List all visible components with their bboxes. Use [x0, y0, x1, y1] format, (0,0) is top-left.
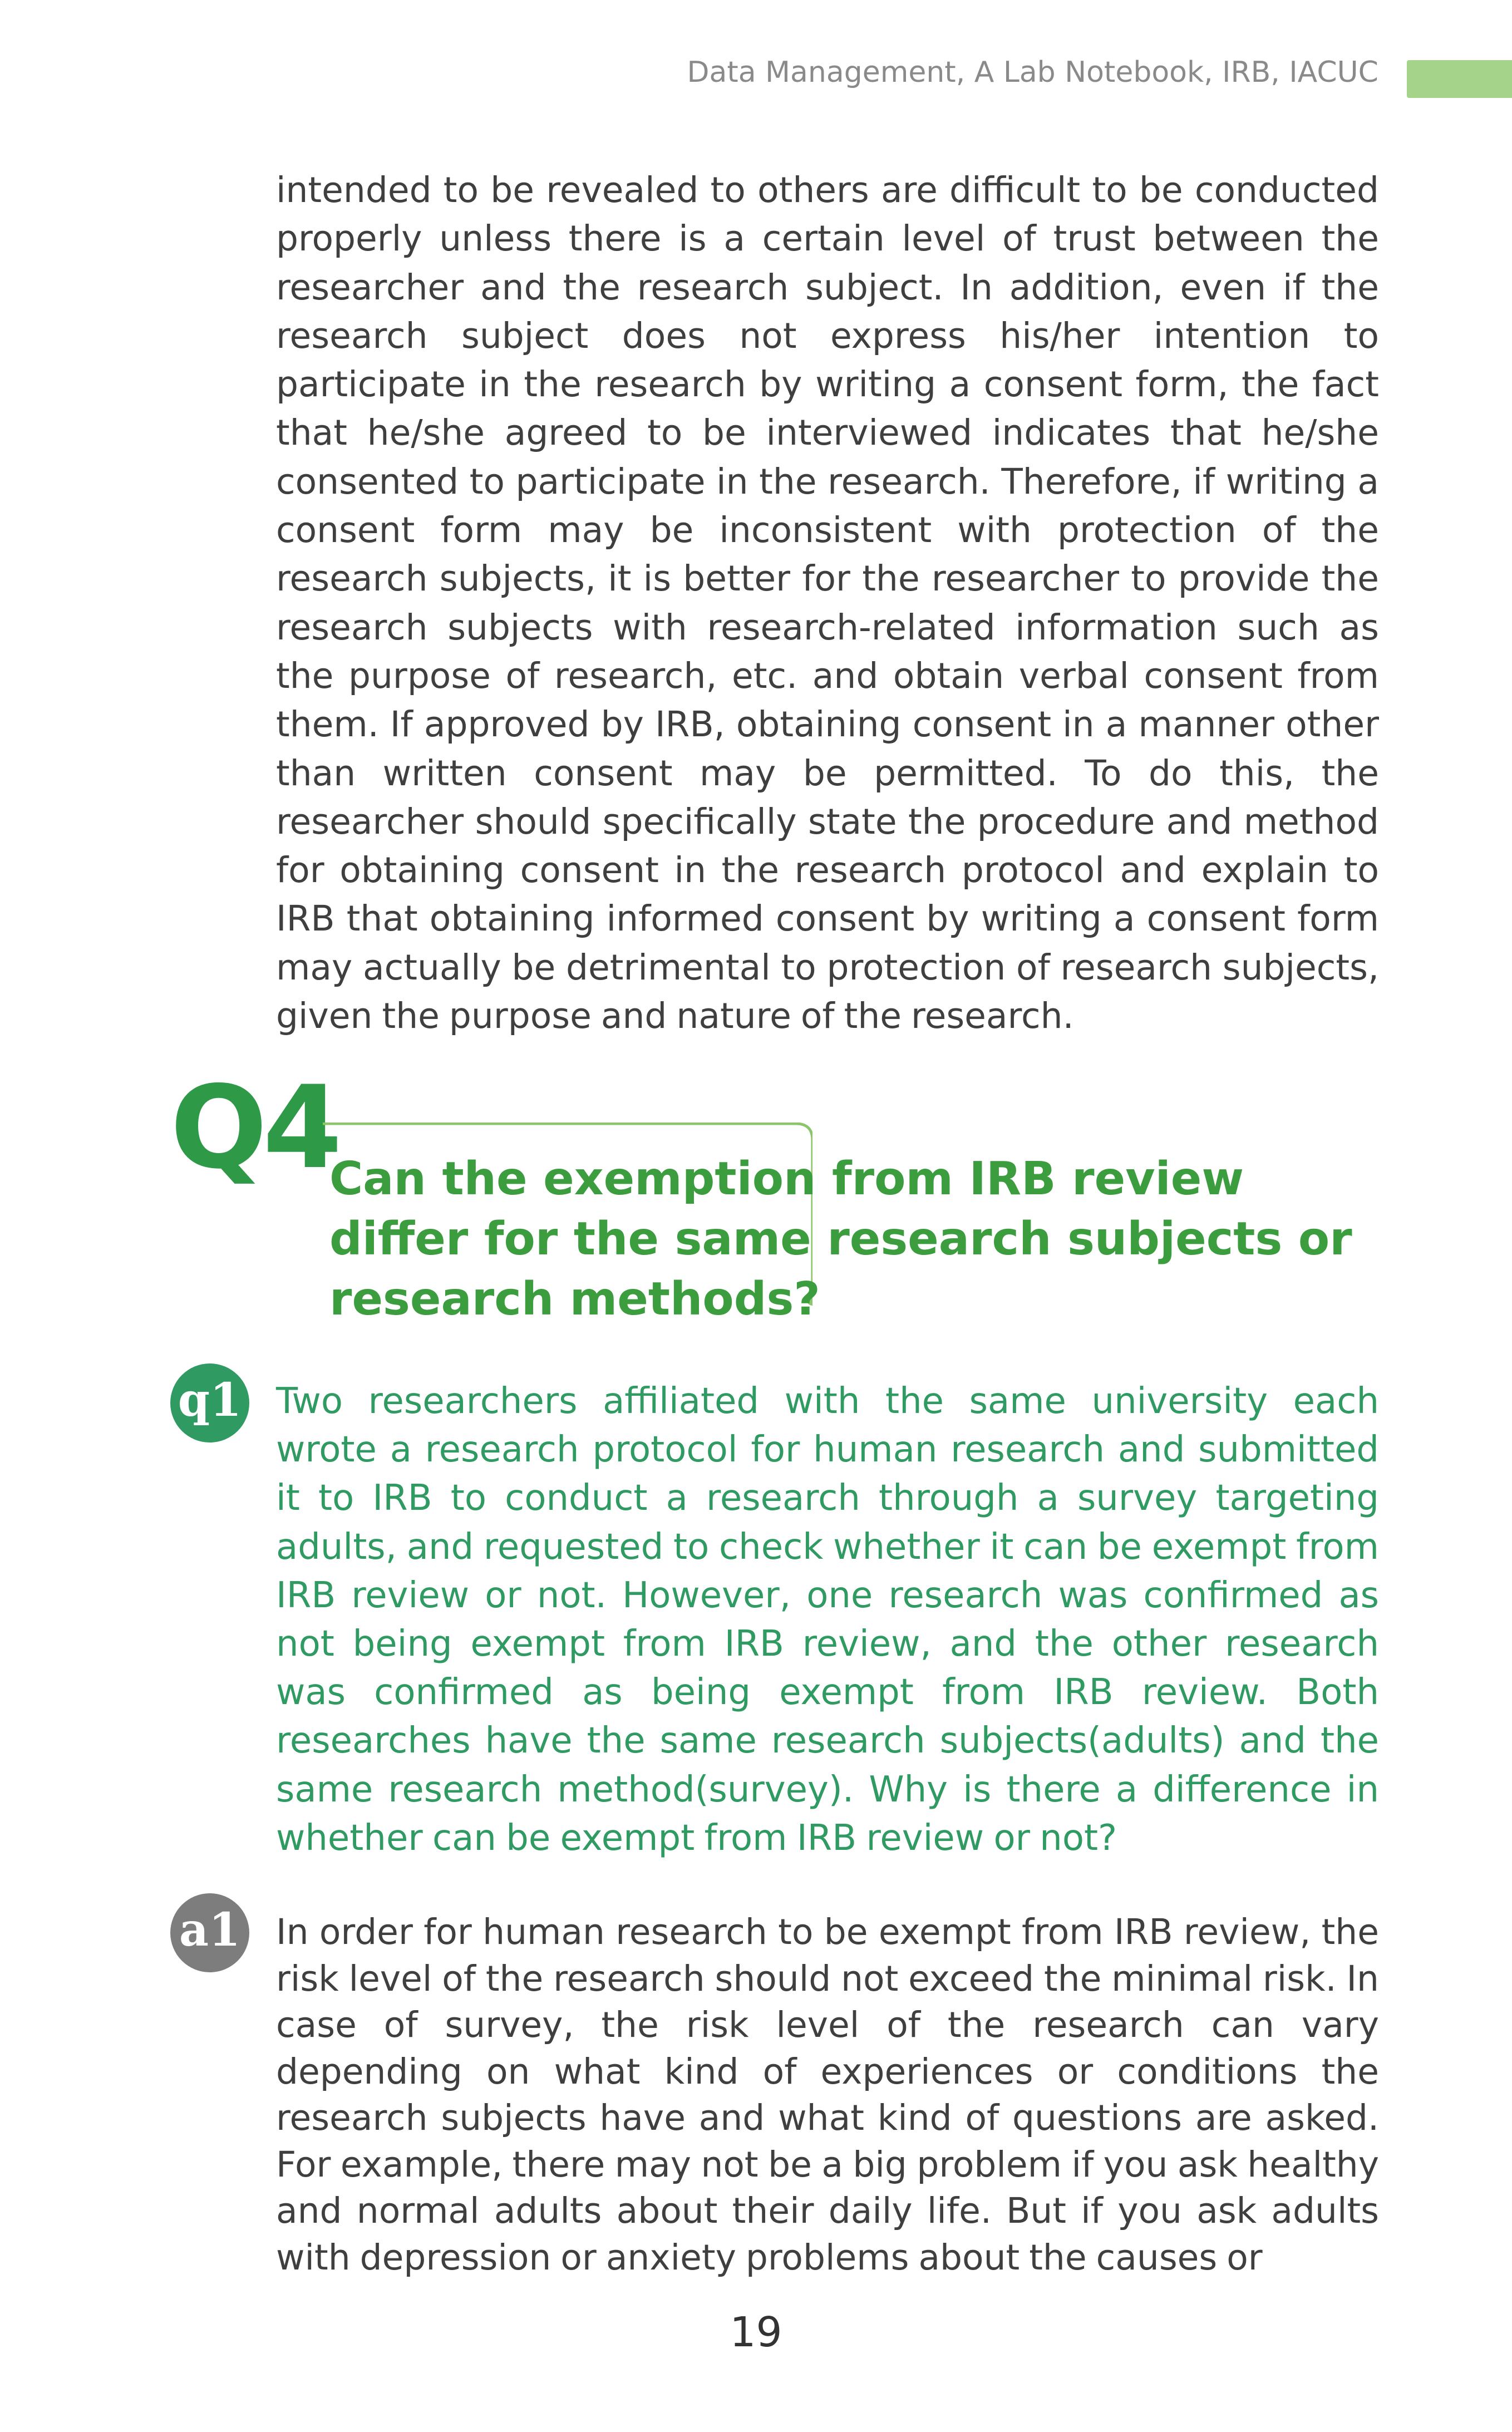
question-number: Q4: [170, 1062, 338, 1194]
a1-badge-icon: a1: [170, 1893, 249, 1972]
page-number: 19: [730, 2308, 782, 2356]
q1-badge-icon: q1: [170, 1363, 249, 1443]
intro-paragraph: intended to be revealed to others are difficult to be conducted properly unless there is a certain level of trust between the researcher and the research subject. In addition, even if the research subject does not express his/her intention to participate in the research by writing a consent form, the fact that he/she agreed to be interviewed indicates that he/she consented to participate in the research. Therefore, if writing a consent form may be inconsistent with protection of the research subjects, it is better for the researcher to provide the research subjects with research-related information such as the purpose of research, etc. and obtain verbal consent from them. If approved by IRB, obtaining consent in a manner other than written consent may be permitted. To do this, the researcher should specifically state the procedure and method for obtaining consent in the research protocol and explain to IRB that obtaining informed consent by writing a consent form may actually be detrimental to protection of research subjects, given the purpose and nature of the research.: [276, 170, 1379, 1037]
question-title: Can the exemption from IRB review differ for the same research subjects or research methods?: [329, 1153, 1352, 1326]
running-header: Data Management, A Lab Notebook, IRB, IACUC: [687, 56, 1378, 89]
answer-text: In order for human research to be exempt from IRB review, the risk level of the research should not exceed the minimal risk. In case of survey, the risk level of the research can vary depending on what kind of experiences or conditions the research subjects have and what kind of questions are asked. For example, there may not be a big problem if you ask healthy and normal adults about their daily life. But if you ask adults with depression or anxiety problems about the causes or: [276, 1912, 1379, 2278]
chapter-tab-marker: [1407, 60, 1512, 98]
question-text: Two researchers affiliated with the same university each wrote a research protocol for human research and submitted it to IRB to conduct a research through a survey targeting adults, and requested to check whether it can be exempt from IRB review or not. However, one research was confirmed as not being exempt from IRB review, and the other research was confirmed as being exempt from IRB review. Both researches have the same research subjects(adults) and the same research method(survey). Why is there a difference in whether can be exempt from IRB review or not?: [276, 1381, 1379, 1859]
